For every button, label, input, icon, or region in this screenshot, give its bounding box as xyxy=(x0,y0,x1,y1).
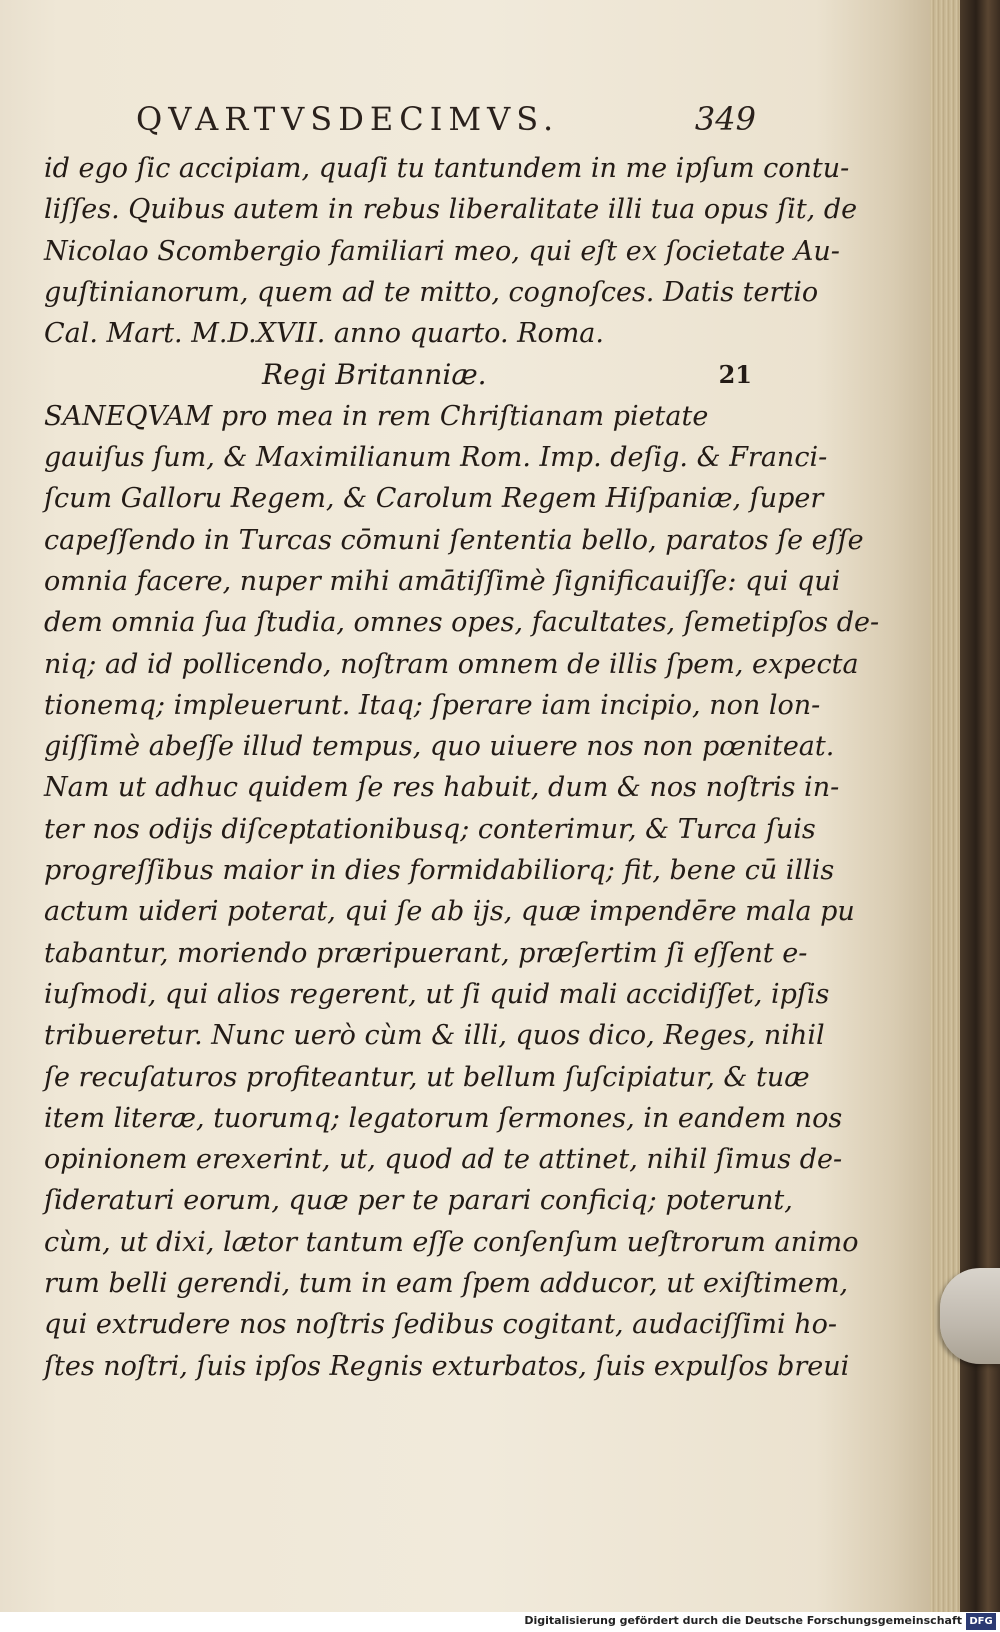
text-line: progreſſibus maior in dies formidabiliorq; fit, bene cū illis xyxy=(44,855,835,887)
page-edges xyxy=(930,0,960,1612)
text-line: cùm, ut dixi, lætor tantum eſſe conſenſum ueſtrorum animo xyxy=(44,1226,859,1258)
page-number: 349 xyxy=(694,100,756,138)
text-line: SANEQVAM pro mea in rem Chriſtianam pietate xyxy=(44,400,709,432)
funding-credit: Digitalisierung gefördert durch die Deutsche Forschungsgemeinschaft xyxy=(524,1614,962,1627)
text-line: iuſmodi, qui alios regerent, ut ſi quid mali accidiſſet, ipſis xyxy=(44,978,830,1010)
text-line: tribueretur. Nunc uerò cùm & illi, quos dico, Reges, nihil xyxy=(44,1020,825,1052)
text-line: ſe recuſaturos profiteantur, ut bellum ſuſcipiatur, & tuæ xyxy=(44,1061,810,1093)
text-line: giſſimè abeſſe illud tempus, quo uiuere nos non pœniteat. xyxy=(44,731,835,763)
text-line: ter nos odijs diſceptationibusq; conterimur, & Turca ſuis xyxy=(44,813,816,845)
text-line: tabantur, moriendo præripuerant, præſertim ſi eſſent e- xyxy=(44,937,808,969)
text-line: actum uideri poterat, qui ſe ab ijs, quæ impendēre mala pu xyxy=(44,896,855,928)
text-line: ſideraturi eorum, quæ per te parari conficiq; poterunt, xyxy=(44,1185,793,1217)
body-text xyxy=(44,148,880,1387)
text-line: liſſes. Quibus autem in rebus liberalitate illi tua opus ſit, de xyxy=(44,194,858,226)
letter-heading-row xyxy=(44,354,756,395)
text-line: tionemq; impleuerunt. Itaq; ſperare iam incipio, non lon- xyxy=(44,689,821,721)
text-line: dem omnia ſua ſtudia, omnes opes, facultates, ſemetipſos de- xyxy=(44,607,880,639)
text-line: qui extrudere nos noſtris ſedibus cogitant, audaciſſimi ho- xyxy=(44,1309,838,1341)
bookmark-tab xyxy=(940,1268,1000,1364)
letter-heading: Regi Britanniæ. xyxy=(262,358,487,392)
text-line: Nam ut adhuc quidem ſe res habuit, dum & nos noſtris in- xyxy=(44,772,840,804)
text-line: id ego ſic accipiam, quaſi tu tantundem in me ipſum contu- xyxy=(44,153,850,184)
book-binding xyxy=(960,0,1000,1612)
text-line: niq; ad id pollicendo, noſtram omnem de illis ſpem, expecta xyxy=(44,648,859,680)
text-line: capeſſendo in Turcas cōmuni ſententia bello, paratos ſe eſſe xyxy=(44,524,864,556)
text-line: Nicolao Scombergio familiari meo, qui eſt ex ſocietate Au- xyxy=(44,235,840,267)
text-line: rum belli gerendi, tum in eam ſpem adducor, ut exiſtimem, xyxy=(44,1268,849,1300)
text-line: guſtinianorum, quem ad te mitto, cognoſces. Datis tertio xyxy=(44,276,819,308)
text-line: Cal. Mart. M.D.XVII. anno quarto. Roma. xyxy=(44,318,604,350)
letter-number: 21 xyxy=(718,360,752,390)
footer-bar xyxy=(0,1612,1000,1632)
text-line: ſtes noſtri, ſuis ipſos Regnis exturbatos, ſuis expulſos breui xyxy=(44,1350,850,1382)
running-title: QVARTVSDECIMVS. xyxy=(136,100,560,138)
text-line: ſcum Galloru Regem, & Carolum Regem Hiſpaniæ, ſuper xyxy=(44,483,824,515)
text-line: item literæ, tuorumq; legatorum ſermones, in eandem nos xyxy=(44,1102,843,1134)
text-line: gauiſus ſum, & Maximilianum Rom. Imp. deſig. & Franci- xyxy=(44,442,828,474)
page-header xyxy=(136,100,756,140)
text-line: opinionem erexerint, ut, quod ad te attinet, nihil ſimus de- xyxy=(44,1144,843,1176)
text-line: omnia facere, nuper mihi amātiſſimè ſignificauiſſe: qui qui xyxy=(44,565,841,597)
dfg-logo: DFG xyxy=(966,1613,996,1630)
